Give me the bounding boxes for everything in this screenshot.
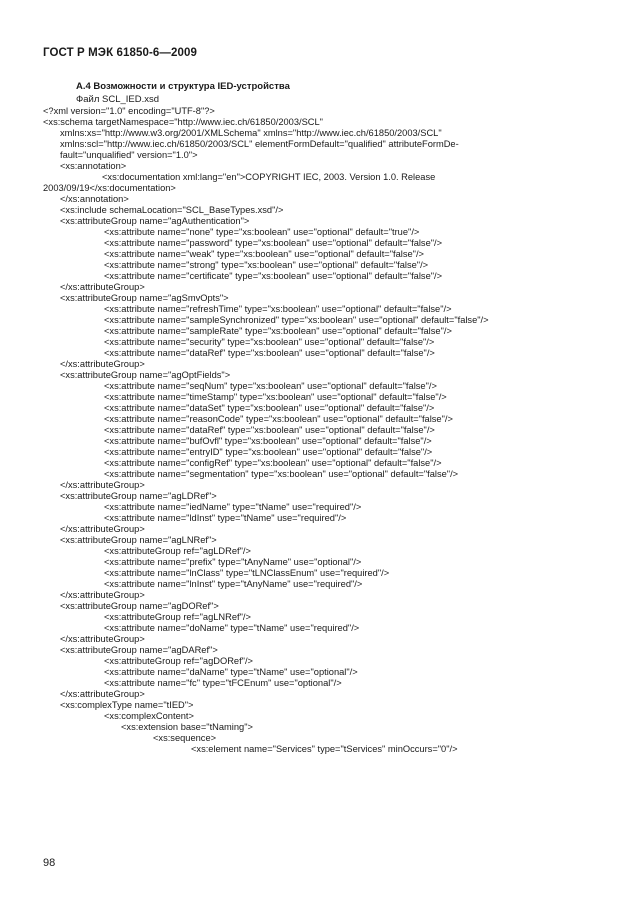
code-line: <xs:attribute name="fc" type="tFCEnum" use="optional"/> <box>104 678 342 688</box>
code-line: <xs:sequence> <box>153 733 217 743</box>
code-line: </xs:attributeGroup> <box>60 524 145 534</box>
code-line: 2003/09/19</xs:documentation> <box>43 183 176 193</box>
code-line: <xs:attribute name="password" type="xs:boolean" use="optional" default="false"/> <box>104 238 443 248</box>
code-line: <xs:documentation xml:lang="en">COPYRIGHT IEC, 2003. Version 1.0. Release <box>102 172 436 182</box>
code-line: <xs:attribute name="none" type="xs:boolean" use="optional" default="true"/> <box>104 227 420 237</box>
code-line: </xs:attributeGroup> <box>60 480 145 490</box>
code-line: <xs:attributeGroup ref="agLNRef"/> <box>104 612 251 622</box>
code-line: <xs:attributeGroup name="agOptFields"> <box>60 370 231 380</box>
code-line: <xs:attributeGroup name="agSmvOpts"> <box>60 293 229 303</box>
code-line: <xs:attribute name="timeStamp" type="xs:boolean" use="optional" default="false"/> <box>104 392 447 402</box>
code-line: <xs:attributeGroup name="agDORef"> <box>60 601 219 611</box>
code-line: <xs:include schemaLocation="SCL_BaseTypes.xsd"/> <box>60 205 284 215</box>
code-line: <xs:attribute name="ldInst" type="tName" use="required"/> <box>104 513 347 523</box>
code-line: <xs:complexContent> <box>104 711 194 721</box>
code-line: <xs:attribute name="reasonCode" type="xs:boolean" use="optional" default="false"/> <box>104 414 453 424</box>
code-line: xmlns:xs="http://www.w3.org/2001/XMLSchema" xmlns="http://www.iec.ch/61850/2003/SCL" <box>60 128 442 138</box>
code-line: <xs:attribute name="bufOvfl" type="xs:boolean" use="optional" default="false"/> <box>104 436 432 446</box>
code-line: xmlns:scl="http://www.iec.ch/61850/2003/SCL" elementFormDefault="qualified" attributeFormDe- <box>60 139 459 149</box>
code-line: <xs:attribute name="sampleSynchronized" type="xs:boolean" use="optional" default="false"/> <box>104 315 489 325</box>
section-title: А.4 Возможности и структура IED-устройства <box>76 81 290 92</box>
code-line: <xs:extension base="tNaming"> <box>121 722 253 732</box>
code-line: <xs:attributeGroup name="agLNRef"> <box>60 535 217 545</box>
code-line: <xs:attribute name="dataRef" type="xs:boolean" use="optional" default="false"/> <box>104 348 435 358</box>
code-line: </xs:attributeGroup> <box>60 359 145 369</box>
document-header: ГОСТ Р МЭК 61850-6—2009 <box>43 47 197 59</box>
code-line: <xs:attributeGroup ref="agDORef"/> <box>104 656 253 666</box>
code-line: <xs:attributeGroup name="agAuthentication"> <box>60 216 250 226</box>
code-line: <xs:attribute name="prefix" type="tAnyName" use="optional"/> <box>104 557 362 567</box>
code-line: <xs:attribute name="seqNum" type="xs:boolean" use="optional" default="false"/> <box>104 381 437 391</box>
file-name-label: Файл SCL_IED.xsd <box>76 94 160 105</box>
code-line: <xs:attribute name="refreshTime" type="xs:boolean" use="optional" default="false"/> <box>104 304 452 314</box>
code-line: <xs:annotation> <box>60 161 127 171</box>
code-line: <xs:element name="Services" type="tServices" minOccurs="0"/> <box>191 744 458 754</box>
code-line: <xs:attribute name="segmentation" type="xs:boolean" use="optional" default="false"/> <box>104 469 459 479</box>
code-line: <xs:complexType name="tIED"> <box>60 700 194 710</box>
code-line: <xs:attribute name="doName" type="tName" use="required"/> <box>104 623 360 633</box>
code-line: <xs:attribute name="security" type="xs:boolean" use="optional" default="false"/> <box>104 337 435 347</box>
code-line: </xs:attributeGroup> <box>60 590 145 600</box>
code-line: <xs:attribute name="certificate" type="xs:boolean" use="optional" default="false"/> <box>104 271 443 281</box>
code-line: <xs:attribute name="daName" type="tName" use="optional"/> <box>104 667 358 677</box>
code-line: <xs:attribute name="lnInst" type="tAnyName" use="required"/> <box>104 579 363 589</box>
code-line: </xs:attributeGroup> <box>60 689 145 699</box>
code-line: <xs:attribute name="sampleRate" type="xs:boolean" use="optional" default="false"/> <box>104 326 452 336</box>
code-line: <xs:attribute name="dataRef" type="xs:boolean" use="optional" default="false"/> <box>104 425 435 435</box>
code-line: <xs:attributeGroup name="agLDRef"> <box>60 491 217 501</box>
code-line: <xs:attributeGroup ref="agLDRef"/> <box>104 546 251 556</box>
code-line: </xs:attributeGroup> <box>60 634 145 644</box>
code-line: <xs:attribute name="lnClass" type="tLNClassEnum" use="required"/> <box>104 568 390 578</box>
code-line: <xs:attribute name="strong" type="xs:boolean" use="optional" default="false"/> <box>104 260 429 270</box>
code-line: <xs:attribute name="configRef" type="xs:boolean" use="optional" default="false"/> <box>104 458 442 468</box>
code-line: </xs:attributeGroup> <box>60 282 145 292</box>
code-line: <xs:attributeGroup name="agDARef"> <box>60 645 218 655</box>
code-line: </xs:annotation> <box>60 194 129 204</box>
code-line: <xs:attribute name="iedName" type="tName" use="required"/> <box>104 502 362 512</box>
code-line: <xs:attribute name="entryID" type="xs:boolean" use="optional" default="false"/> <box>104 447 433 457</box>
code-line: <xs:schema targetNamespace="http://www.iec.ch/61850/2003/SCL" <box>43 117 323 127</box>
code-line: <?xml version="1.0" encoding="UTF-8"?> <box>43 106 215 116</box>
code-line: fault="unqualified" version="1.0"> <box>60 150 198 160</box>
code-line: <xs:attribute name="dataSet" type="xs:boolean" use="optional" default="false"/> <box>104 403 435 413</box>
page-number: 98 <box>43 857 56 869</box>
code-line: <xs:attribute name="weak" type="xs:boolean" use="optional" default="false"/> <box>104 249 424 259</box>
